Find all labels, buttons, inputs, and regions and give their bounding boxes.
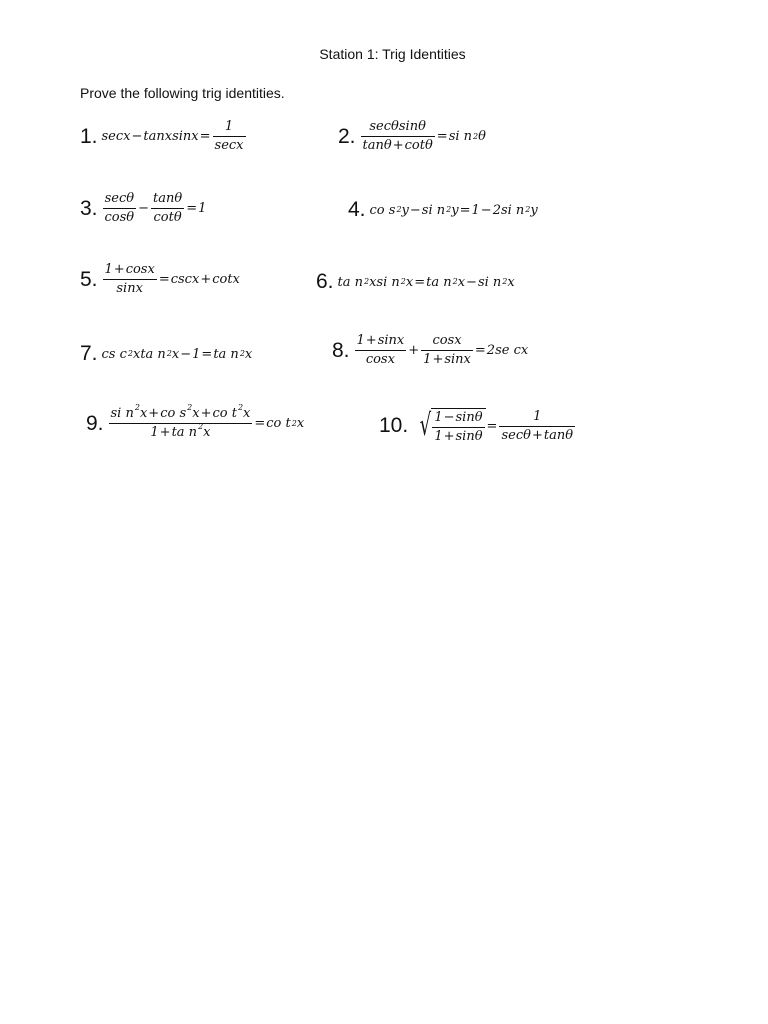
problem-expression: $\frac{si n^2x+co s^2x+co t^2x}{1+ta n^2x}$ = co t 2 x [110,403,305,440]
problem-expression: $\frac{\sec\theta}{\cos\theta}$ − $\frac{\tan\theta}{\cot\theta}$ = 1 [104,191,207,225]
problem-number: 6. [316,270,334,293]
problem-number: 8. [332,338,350,362]
problem-number: 9. [86,411,104,435]
problem-number: 2. [338,124,356,148]
problem-4 [348,198,538,222]
square-root: √ $\frac{1-\sin\theta}{1+\sin\theta}$ [412,408,485,444]
problem-3 [80,192,206,225]
page-title: Station 1: Trig Identities [319,46,466,62]
problem-5 [80,263,240,296]
problem-expression: co s 2 y − si n 2 y = 1 − 2si n 2 y [369,202,538,218]
problem-number: 4. [348,198,366,221]
problem-expression: ta n 2 xsi n 2 x = ta n 2 x − si n 2 x [337,274,515,290]
problem-number: 5. [80,267,98,291]
problem-expression: $\frac{1+\cos x}{\sin x}$ = cscx + cotx [104,262,240,296]
problem-9 [86,403,305,440]
problem-2 [338,120,486,153]
problem-8 [332,334,528,367]
problem-10 [379,408,576,444]
problem-expression: $\frac{1+\sin x}{\cos x}$ + $\frac{\cos x}{1+\sin x}$ = 2se cx [356,333,529,367]
problem-1 [80,120,247,153]
problem-7 [80,342,252,366]
problem-number: 7. [80,342,98,365]
problem-expression: √ $\frac{1-\sin\theta}{1+\sin\theta}$ = $\frac{1}{\sec\theta+\tan\theta}$ [412,408,576,444]
problem-number: 10. [379,414,409,437]
problem-expression: cs c 2 xta n 2 x − 1 = ta n 2 x [101,346,253,362]
problem-expression: $\frac{\sec\theta\sin\theta}{\tan\theta+\cot\theta}$ = si n 2 θ [362,119,486,153]
problem-number: 3. [80,196,98,220]
problem-6 [316,270,515,294]
problem-number: 1. [80,124,98,148]
instructions: Prove the following trig identities. [80,85,285,101]
problem-expression: secx − tanxsinx = $\frac{1}{\sec x}$ [101,119,244,153]
